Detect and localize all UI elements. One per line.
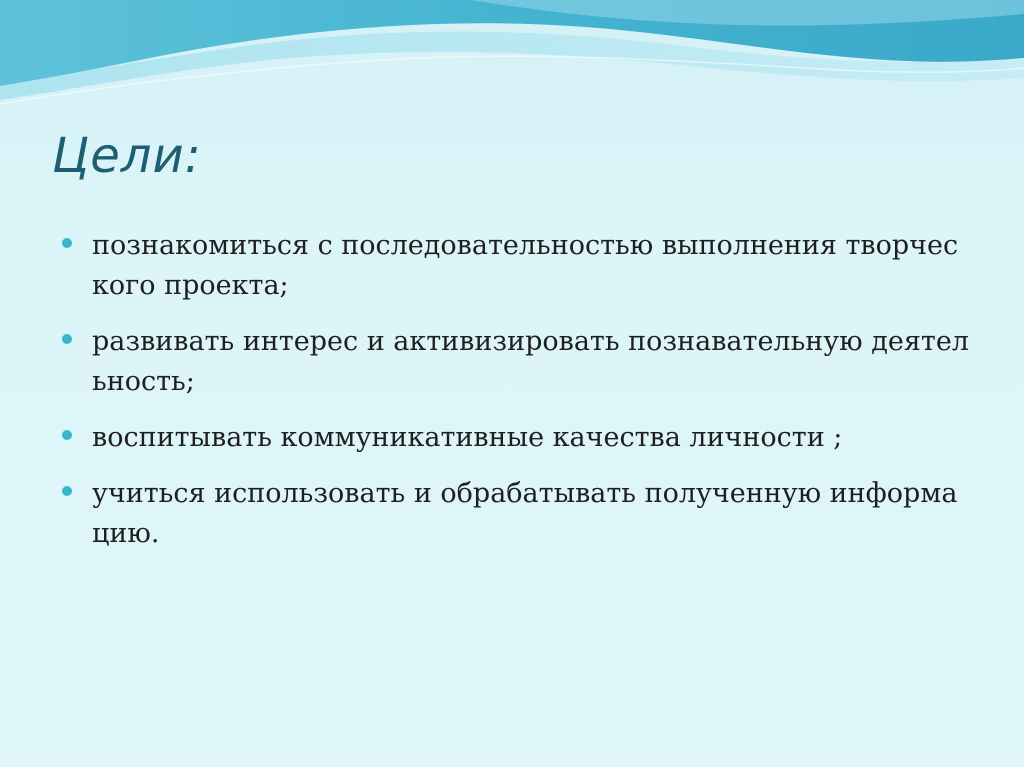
list-item-text: воспитывать коммуникативные качества личности ; <box>92 422 843 453</box>
slide-title: Цели: <box>52 128 202 184</box>
bullet-dot-icon <box>62 486 72 496</box>
goals-list <box>62 226 972 570</box>
list-item <box>62 474 972 554</box>
bullet-dot-icon <box>62 430 72 440</box>
list-item-text: учиться использовать и обрабатывать полученную информацию. <box>92 478 958 549</box>
list-item <box>62 418 972 458</box>
list-item <box>62 226 972 306</box>
list-item-text: развивать интерес и активизировать познавательную деятельность; <box>92 326 969 397</box>
list-item-text: познакомиться с последовательностью выполнения творческого проекта; <box>92 230 959 301</box>
bullet-dot-icon <box>62 334 72 344</box>
decorative-wave-banner <box>0 0 1024 140</box>
bullet-dot-icon <box>62 238 72 248</box>
list-item <box>62 322 972 402</box>
